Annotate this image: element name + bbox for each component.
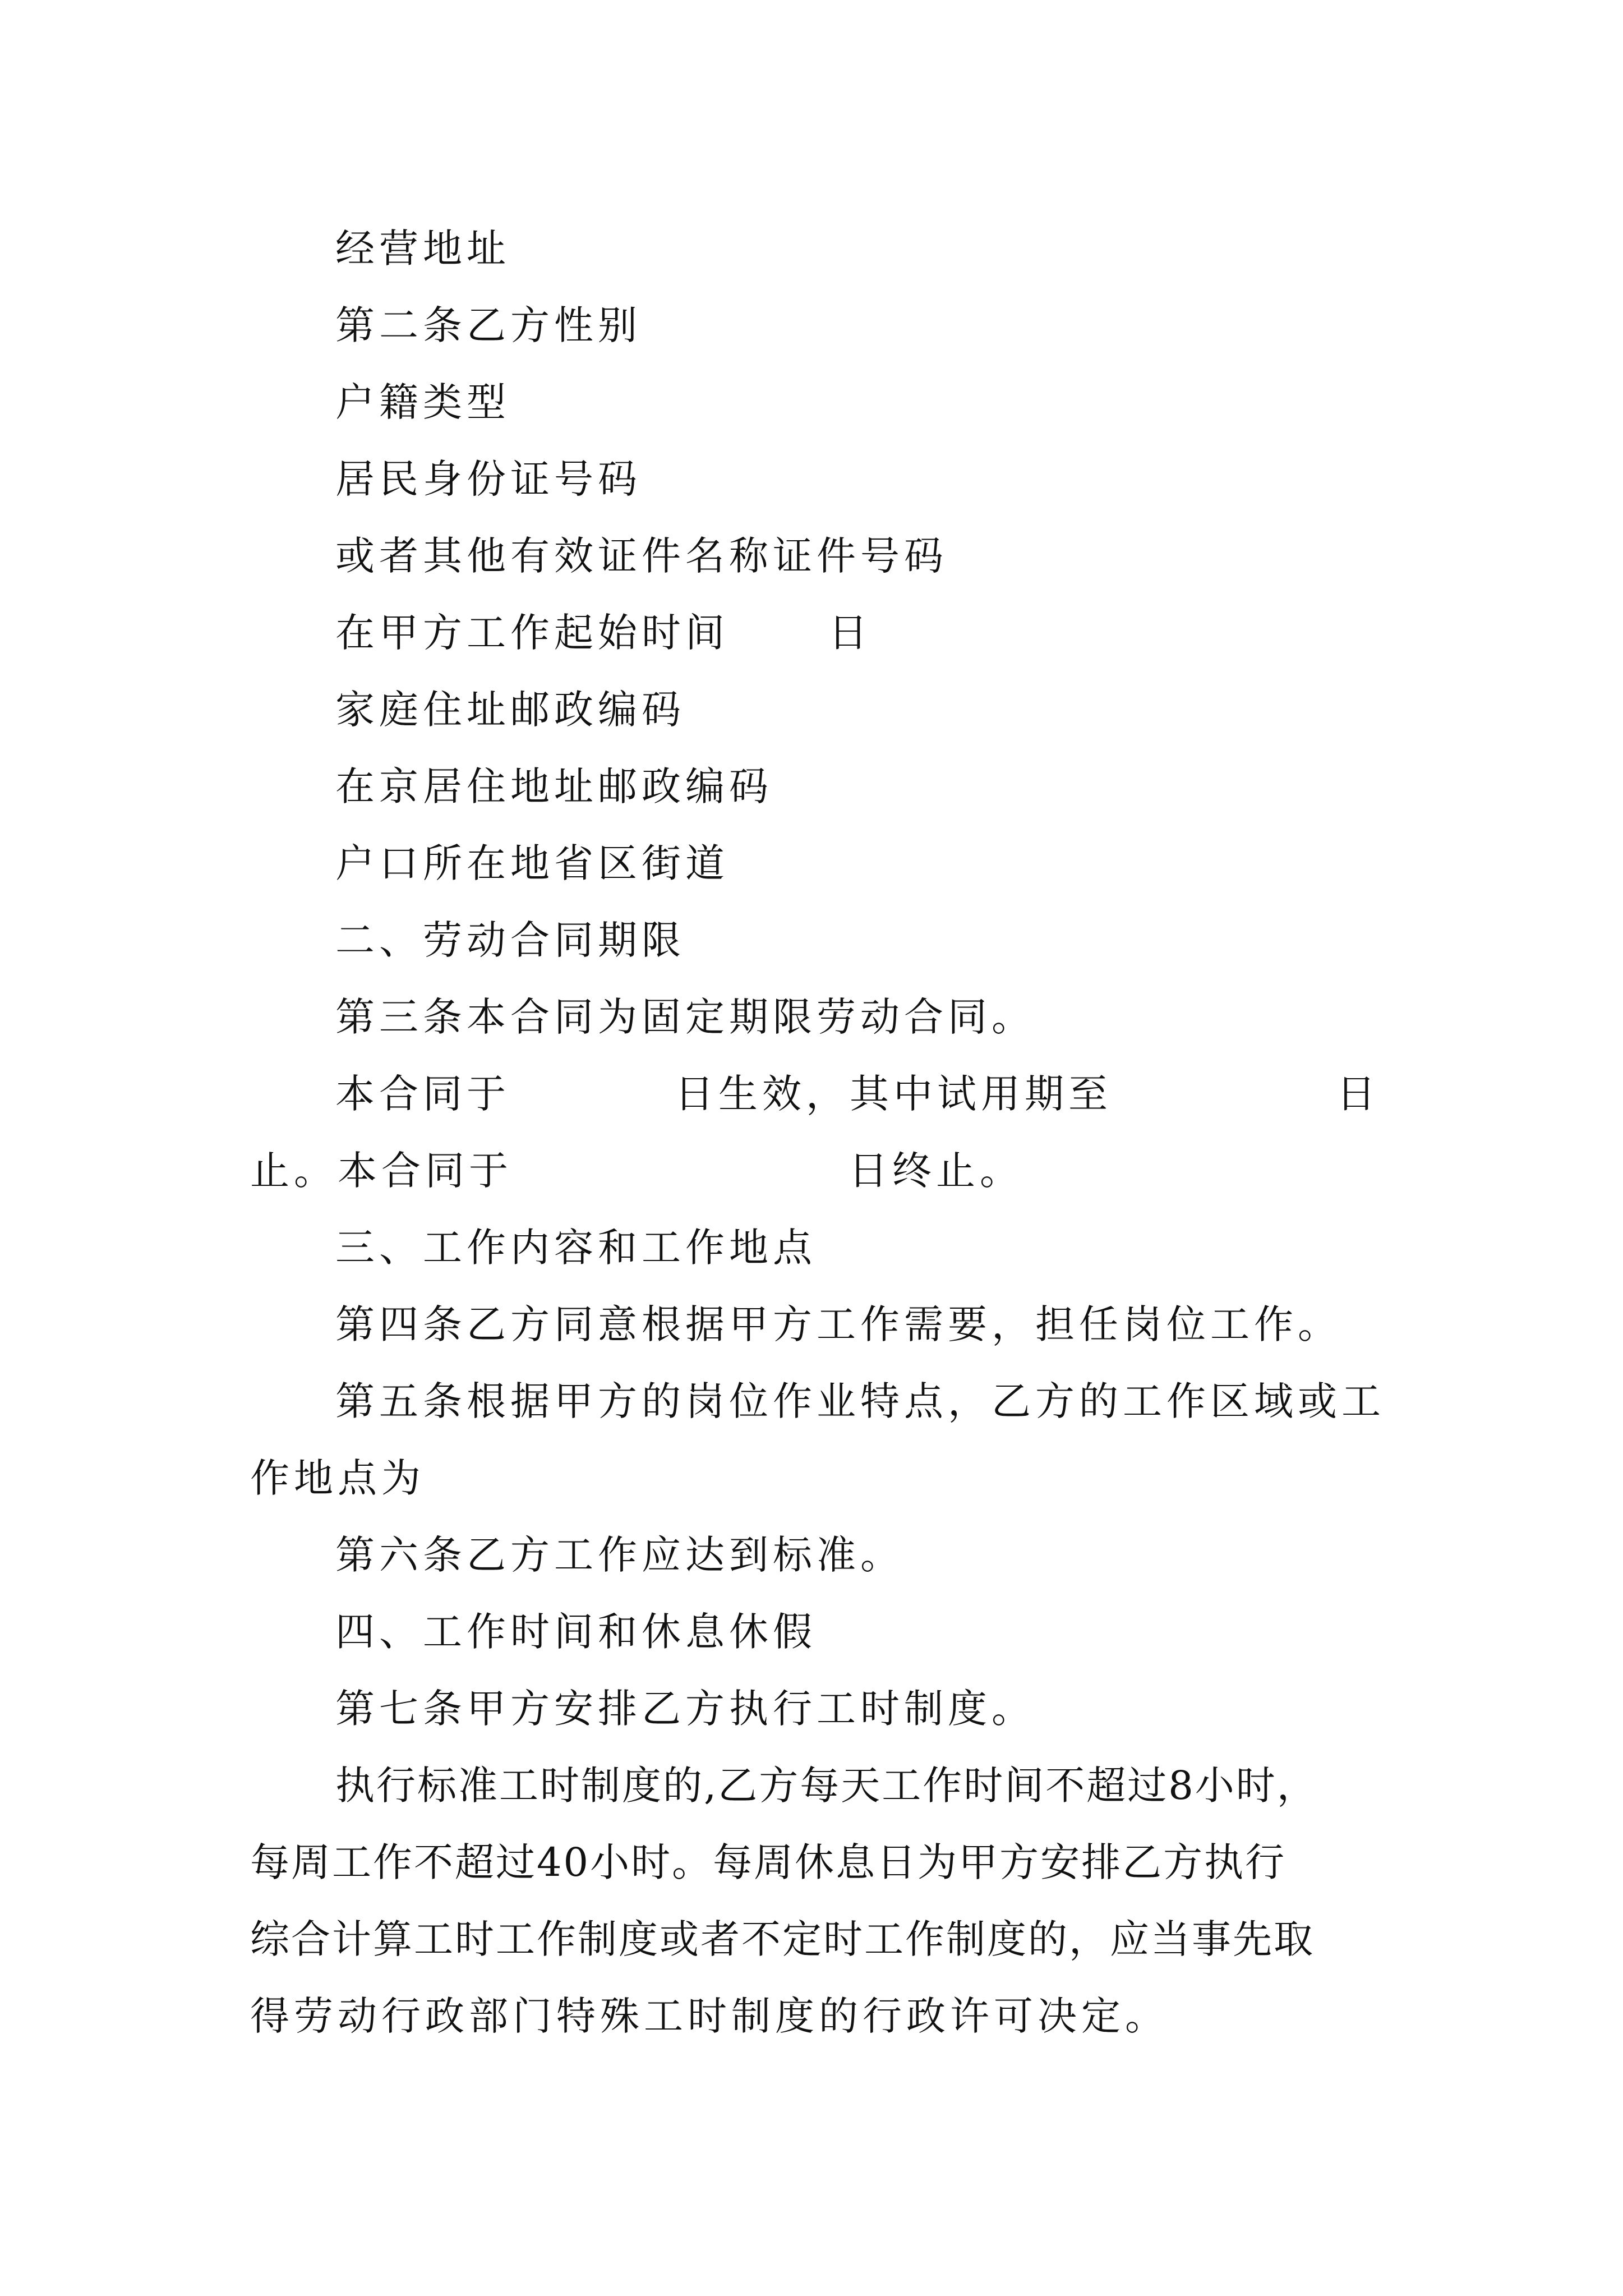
line-text: 本合同于 xyxy=(335,1071,510,1117)
line-weekly-hours xyxy=(250,1824,1380,1901)
line-text: 或者其他有效证件名称证件号码 xyxy=(335,533,948,579)
line-text: 第五条根据甲方的岗位作业特点，乙方的工作区域或工 xyxy=(335,1378,1385,1424)
line-beijing-postcode xyxy=(250,748,1380,825)
line-text: 在甲方工作起始时间 xyxy=(335,610,729,656)
line-article-5-cont xyxy=(250,1440,1380,1517)
line-start-date xyxy=(250,595,1380,671)
line-text: 日 xyxy=(1336,1071,1380,1117)
line-text: 得劳动行政部门特殊工时制度的行政许可决定。 xyxy=(250,1993,1169,2039)
line-text: 家庭住址邮政编码 xyxy=(335,687,685,733)
line-text: 经营地址 xyxy=(335,226,510,272)
line-standard-hours xyxy=(250,1747,1380,1824)
line-text: 四、工作时间和休息休假 xyxy=(335,1609,817,1655)
line-article-7 xyxy=(250,1671,1380,1747)
line-text: 在京居住地址邮政编码 xyxy=(335,763,773,809)
line-text: 户籍类型 xyxy=(335,379,510,425)
line-text: 居民身份证号码 xyxy=(335,456,642,502)
line-text: 第六条乙方工作应达到标准。 xyxy=(335,1532,904,1578)
line-text: 户口所在地省区街道 xyxy=(335,840,729,886)
line-home-postcode xyxy=(250,671,1380,748)
line-gender xyxy=(250,287,1380,364)
line-text: 二、劳动合同期限 xyxy=(335,917,685,963)
line-text: 日 xyxy=(828,610,872,656)
line-termination-date xyxy=(250,1133,1380,1209)
line-article-4 xyxy=(250,1286,1380,1363)
line-text: 每周工作不超过40小时。每周休息日为甲方安排乙方执行 xyxy=(250,1839,1287,1885)
section-heading-work xyxy=(250,1209,1380,1286)
line-text: 第四条乙方同意根据甲方工作需要，担任岗位工作。 xyxy=(335,1301,1341,1347)
line-id-number xyxy=(250,441,1380,518)
line-household-type xyxy=(250,364,1380,441)
line-text: 止。本合同于 xyxy=(250,1148,513,1194)
line-article-5 xyxy=(250,1363,1385,1440)
line-text: 第三条本合同为固定期限劳动合同。 xyxy=(335,994,1035,1040)
line-text: 执行标准工时制度的,乙方每天工作时间不超过8小时， xyxy=(335,1763,1318,1809)
section-heading-term xyxy=(250,902,1380,979)
line-hukou-location xyxy=(250,825,1380,902)
line-text: 第二条乙方性别 xyxy=(335,302,642,348)
line-article-6 xyxy=(250,1517,1380,1594)
line-text: 作地点为 xyxy=(250,1455,425,1501)
line-text: 第七条甲方安排乙方执行工时制度。 xyxy=(335,1686,1035,1732)
line-permit xyxy=(250,1978,1380,2055)
line-effective-date xyxy=(250,1056,1380,1133)
line-business-address xyxy=(250,210,1380,287)
line-text: 三、工作内容和工作地点 xyxy=(335,1225,817,1271)
line-text: 日终止。 xyxy=(849,1148,1023,1194)
section-heading-hours xyxy=(250,1594,1380,1671)
line-text: 日生效，其中试用期至 xyxy=(675,1071,1112,1117)
line-comprehensive-hours xyxy=(250,1901,1380,1978)
contract-text xyxy=(250,210,1385,2055)
line-text: 综合计算工时工作制度或者不定时工作制度的，应当事先取 xyxy=(250,1916,1315,1962)
line-other-id xyxy=(250,518,1380,595)
line-article-3 xyxy=(250,979,1380,1056)
